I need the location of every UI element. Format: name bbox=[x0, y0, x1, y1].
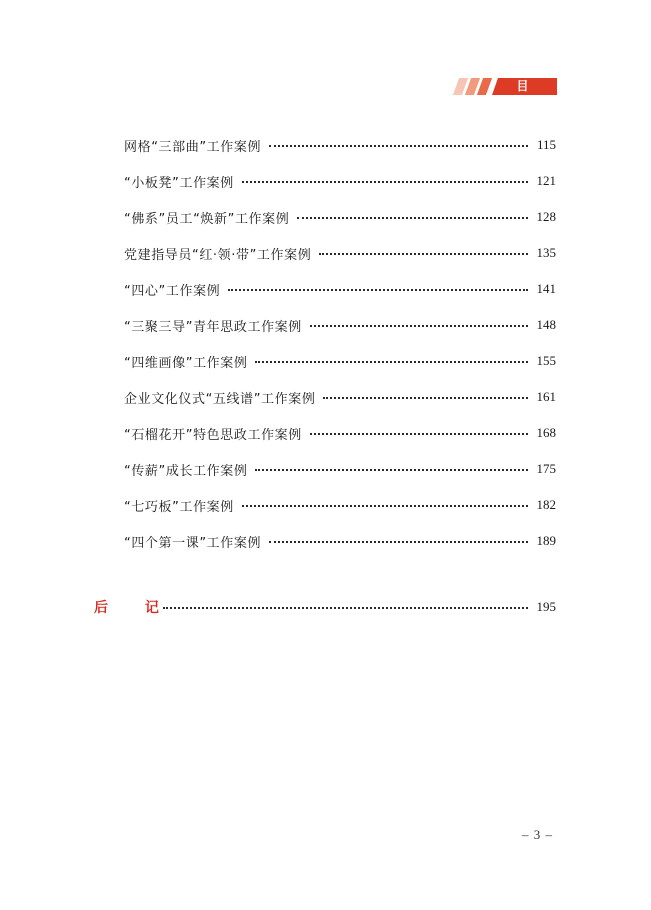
toc-entry[interactable] bbox=[124, 451, 556, 487]
dot-leader bbox=[163, 607, 528, 609]
dot-leader bbox=[228, 289, 528, 291]
toc-entry-title: “四维画像”工作案例 bbox=[124, 355, 248, 371]
toc-entry[interactable] bbox=[124, 523, 556, 559]
dot-leader bbox=[310, 325, 528, 327]
toc-entry-page: 135 bbox=[536, 245, 556, 260]
toc-entry-title: “四个第一课”工作案例 bbox=[124, 535, 262, 551]
toc-entry-page: 182 bbox=[536, 497, 556, 512]
toc-entry-page: 175 bbox=[536, 461, 556, 476]
toc-entry-title: 党建指导员“红·领·带”工作案例 bbox=[124, 247, 312, 263]
dot-leader bbox=[269, 541, 528, 543]
toc-entry-page: 141 bbox=[536, 281, 556, 296]
toc-entry-title: “四心”工作案例 bbox=[124, 283, 221, 299]
toc-entry-title: 网格“三部曲”工作案例 bbox=[124, 139, 262, 155]
toc-entry[interactable] bbox=[124, 163, 556, 199]
dot-leader bbox=[255, 361, 528, 363]
toc-entry[interactable] bbox=[124, 487, 556, 523]
toc-entry[interactable] bbox=[124, 271, 556, 307]
table-of-contents bbox=[124, 127, 556, 559]
toc-entry-page: 115 bbox=[536, 137, 556, 152]
toc-entry[interactable] bbox=[124, 415, 556, 451]
toc-entry-page: 148 bbox=[536, 317, 556, 332]
toc-entry[interactable] bbox=[124, 379, 556, 415]
section-header-banner bbox=[456, 78, 557, 110]
toc-entry-title: 企业文化仪式“五线谱”工作案例 bbox=[124, 391, 316, 407]
toc-entry-title: “传薪”成长工作案例 bbox=[124, 463, 248, 479]
afterword-title: 后 记 bbox=[94, 600, 175, 616]
dot-leader bbox=[255, 469, 528, 471]
toc-entry-page: 161 bbox=[536, 389, 556, 404]
toc-entry-title: “七巧板”工作案例 bbox=[124, 499, 234, 515]
dot-leader bbox=[310, 433, 528, 435]
toc-entry-page: 189 bbox=[536, 533, 556, 548]
toc-entry-title: “小板凳”工作案例 bbox=[124, 175, 234, 191]
toc-entry[interactable] bbox=[124, 199, 556, 235]
afterword-page: 195 bbox=[536, 599, 556, 614]
dot-leader bbox=[297, 217, 528, 219]
dot-leader bbox=[269, 145, 528, 147]
toc-entry[interactable] bbox=[124, 343, 556, 379]
toc-entry[interactable] bbox=[124, 307, 556, 343]
toc-entry-title: “佛系”员工“焕新”工作案例 bbox=[124, 211, 290, 227]
toc-entry[interactable] bbox=[124, 127, 556, 163]
toc-entry-page: 155 bbox=[536, 353, 556, 368]
toc-entry-page: 128 bbox=[536, 209, 556, 224]
toc-entry[interactable] bbox=[124, 235, 556, 271]
toc-entry-afterword[interactable] bbox=[94, 589, 556, 625]
decorative-stripe bbox=[477, 78, 492, 95]
dot-leader bbox=[242, 505, 528, 507]
page-number: – 3 – bbox=[522, 827, 553, 842]
toc-entry-title: “石榴花开”特色思政工作案例 bbox=[124, 427, 302, 443]
dot-leader bbox=[242, 181, 528, 183]
section-title: 目 录 bbox=[511, 79, 543, 110]
dot-leader bbox=[323, 397, 528, 399]
toc-entry-page: 168 bbox=[536, 425, 556, 440]
toc-entry-page: 121 bbox=[536, 173, 556, 188]
dot-leader bbox=[319, 253, 528, 255]
toc-entry-title: “三聚三导”青年思政工作案例 bbox=[124, 319, 302, 335]
